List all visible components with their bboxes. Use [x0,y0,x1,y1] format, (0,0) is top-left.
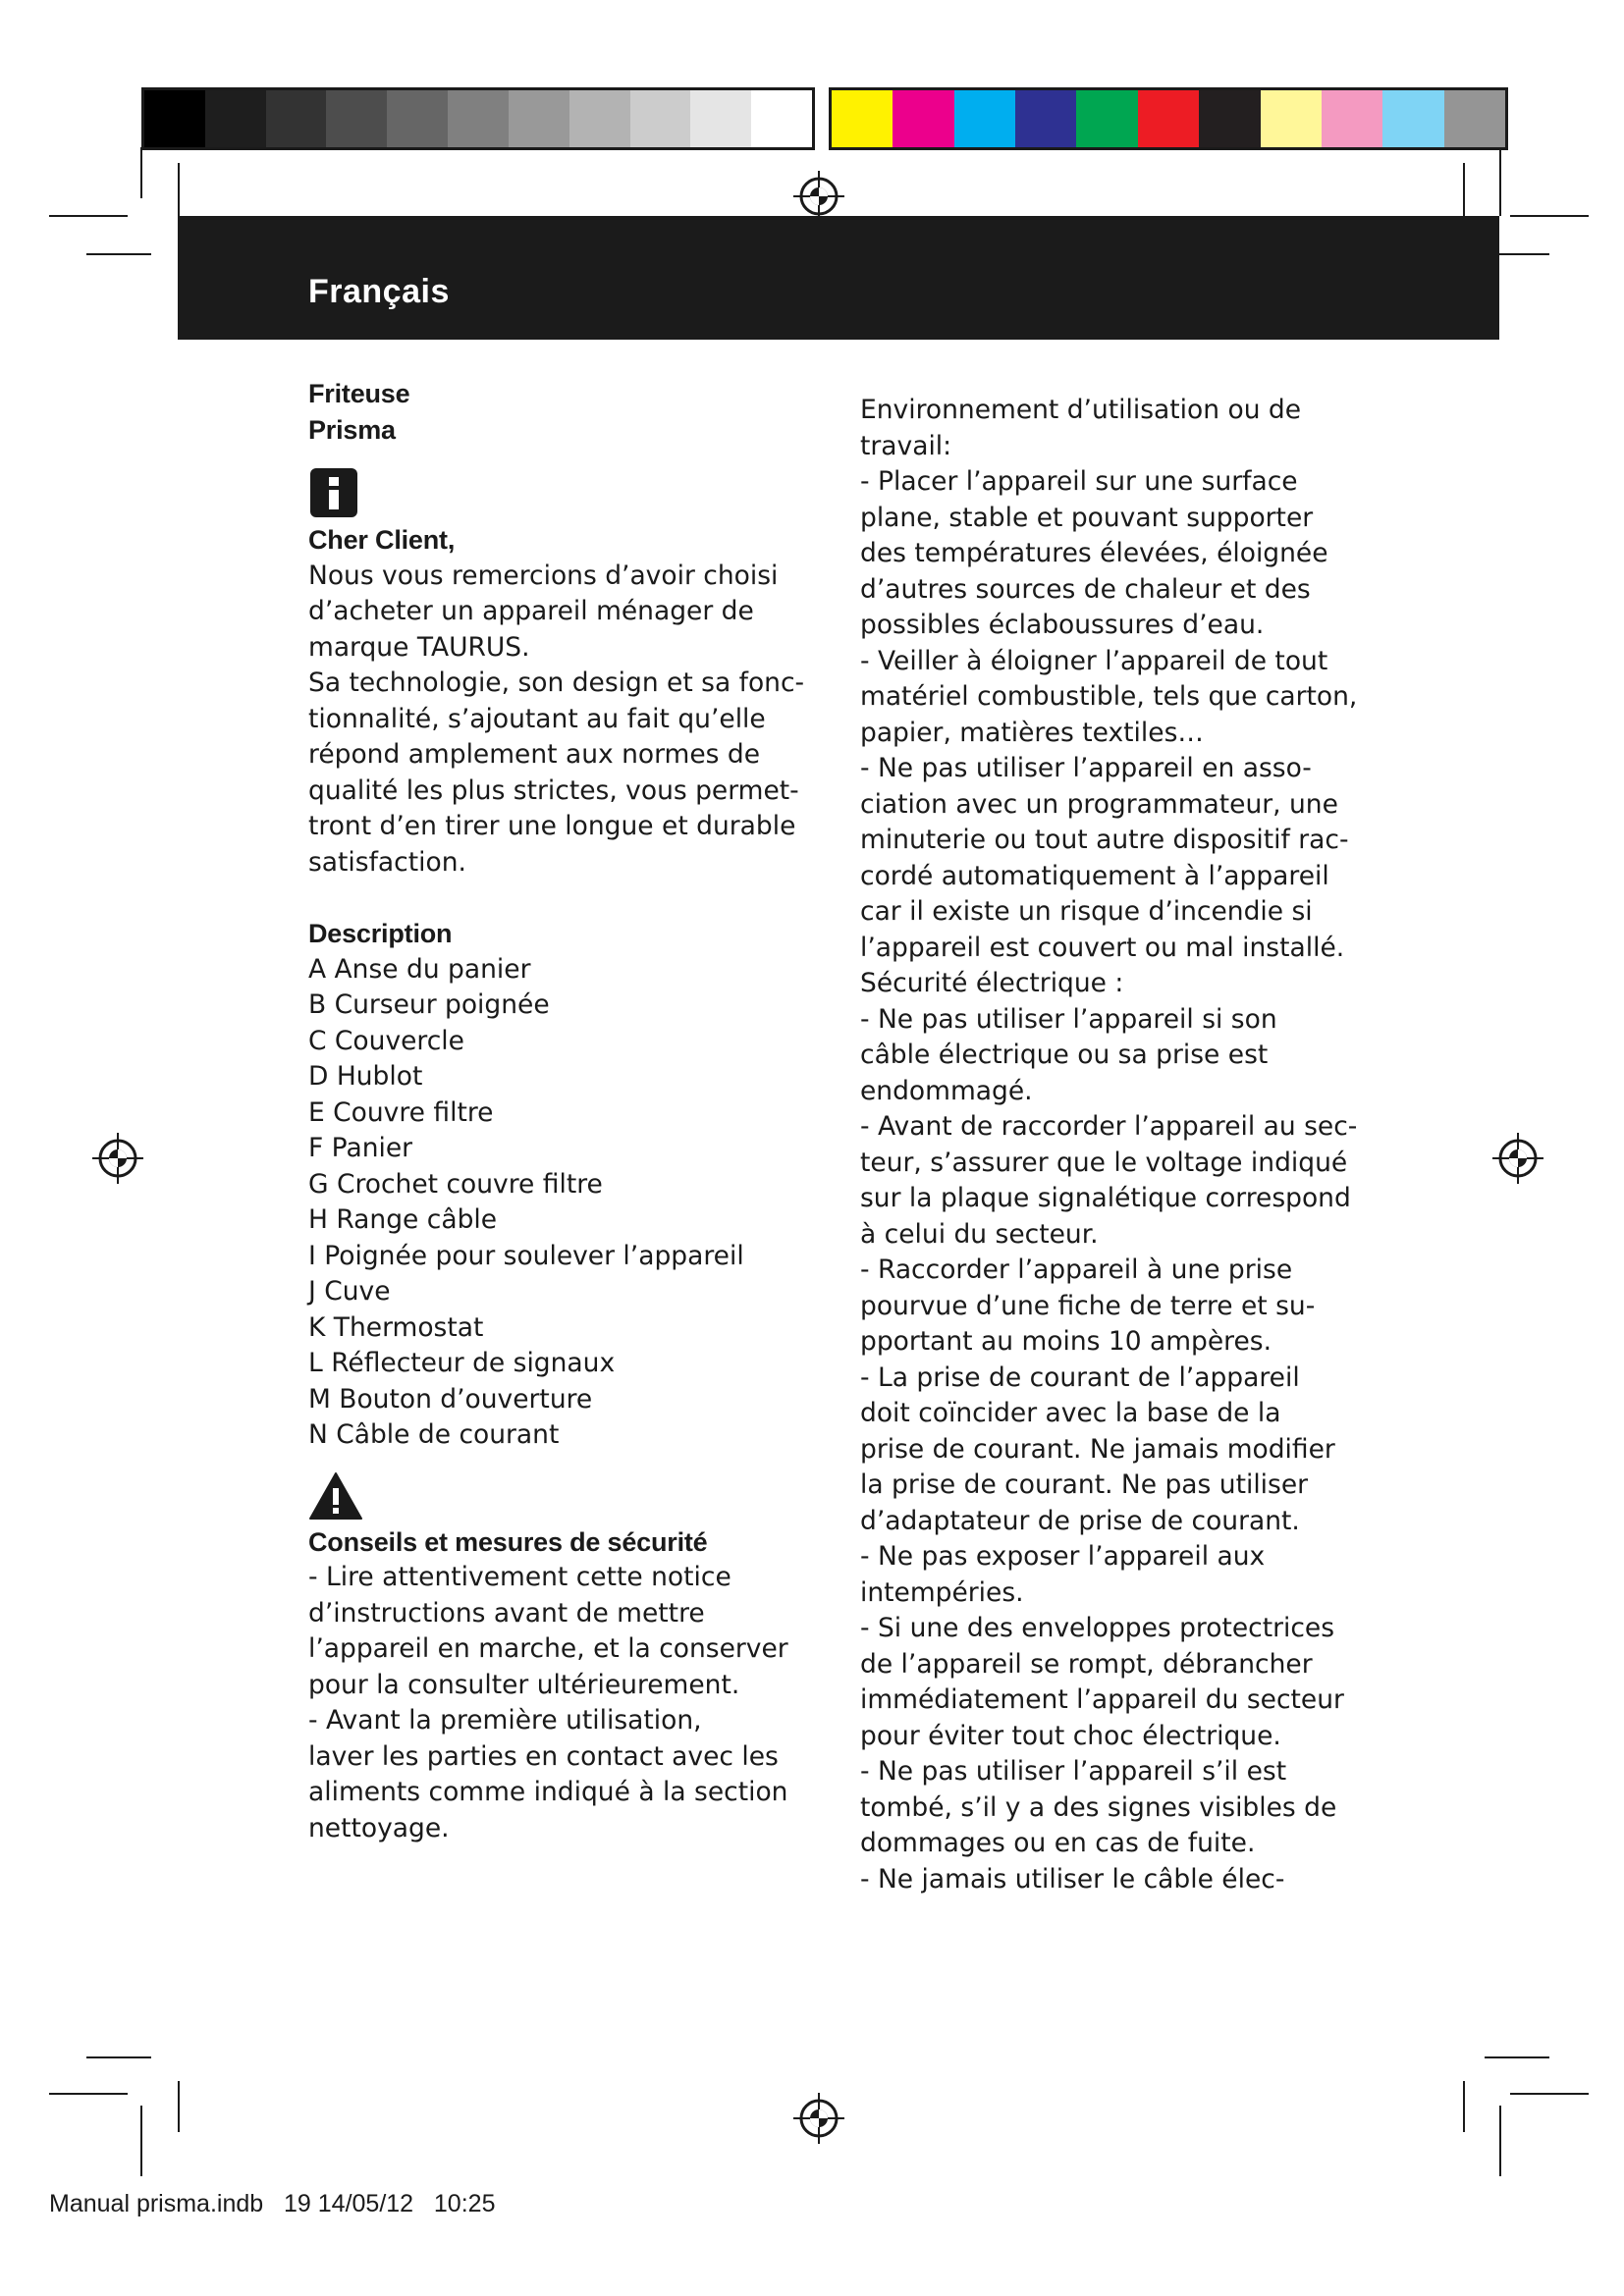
right-column [860,393,1371,1897]
description-item: K Thermostat [308,1311,484,1343]
crop-mark [178,163,180,216]
info-icon [309,467,358,518]
safety-line: - Ne pas utiliser l’appareil si son [860,1003,1277,1035]
color-swatch [832,90,893,147]
welcome-line: satisfaction. [308,846,466,878]
safety-line: pportant au moins 10 ampères. [860,1326,1272,1357]
crop-mark [1510,215,1589,217]
safety-line: à celui du secteur. [860,1218,1099,1250]
safety-line: la prise de courant. Ne pas utiliser [860,1469,1309,1500]
color-swatch [1015,90,1076,147]
crop-mark [1485,2056,1549,2058]
safety-line: - Ne jamais utiliser le câble élec- [860,1863,1285,1895]
color-swatch [509,90,569,147]
color-swatch [266,90,327,147]
welcome-line: Nous vous remercions d’avoir choisi [308,560,779,591]
crop-mark [1510,2093,1589,2095]
welcome-line: répond amplement aux normes de [308,739,761,770]
print-slug: Manual prisma.indb 19 14/05/12 10:25 [49,2190,496,2217]
safety-line: immédiatement l’appareil du secteur [860,1684,1344,1715]
safety-line: - Avant la première utilisation, [308,1705,702,1735]
welcome-line: qualité les plus strictes, vous permet- [308,774,799,806]
safety-line: Sécurité électrique : [860,968,1124,998]
safety-line: - Lire attentivement cette notice [308,1562,731,1592]
crop-mark [140,147,142,198]
color-swatch [751,90,812,147]
color-swatch [1076,90,1137,147]
description-item: I Poignée pour soulever l’appareil [308,1240,744,1271]
color-swatch [569,90,630,147]
crop-mark [49,2093,128,2095]
safety-line: car il existe un risque d’incendie si [860,896,1313,927]
registration-mark-icon [791,2091,846,2146]
safety-line: minuterie ou tout autre dispositif rac- [860,825,1349,855]
product-name: Prisma [308,414,396,445]
safety-line: - Ne pas utiliser l’appareil s’il est [860,1756,1287,1787]
safety-line: ciation avec un programmateur, une [860,788,1338,820]
crop-mark [86,253,151,255]
registration-mark-icon [1490,1131,1545,1186]
description-heading: Description [308,919,453,948]
color-swatch [387,90,448,147]
safety-line: possibles éclaboussures d’eau. [860,610,1265,640]
welcome-line: tionnalité, s’ajoutant au fait qu’elle [308,703,766,734]
color-swatch [954,90,1015,147]
safety-line: pour la consulter ultérieurement. [308,1669,740,1700]
safety-line: pour éviter tout choc électrique. [860,1720,1281,1751]
crop-mark [86,2056,151,2058]
color-swatch [326,90,387,147]
safety-line: intempéries. [860,1576,1024,1608]
crop-mark [49,215,128,217]
color-swatch [1444,90,1505,147]
color-swatch [893,90,953,147]
product-type: Friteuse [308,379,410,408]
safety-line: - Raccorder l’appareil à une prise [860,1255,1293,1285]
safety-line: cordé automatiquement à l’appareil [860,860,1329,891]
safety-line: prise de courant. Ne jamais modifier [860,1433,1335,1465]
safety-line: - Si une des enveloppes protectrices [860,1613,1335,1643]
safety-line: endommagé. [860,1075,1033,1106]
description-item: E Couvre filtre [308,1096,494,1128]
color-swatch [1138,90,1199,147]
welcome-line: marque TAURUS. [308,631,530,663]
safety-line: laver les parties en contact avec les [308,1740,779,1772]
safety-line: - Ne pas utiliser l’appareil en asso- [860,753,1312,783]
description-item: N Câble de courant [308,1419,560,1450]
safety-line: matériel combustible, tels que carton, [860,681,1358,712]
color-swatch [1199,90,1260,147]
safety-line: de l’appareil se rompt, débrancher [860,1648,1313,1680]
safety-line: - La prise de courant de l’appareil [860,1362,1300,1393]
crop-mark [178,2081,180,2132]
safety-line: pourvue d’une fiche de terre et su- [860,1290,1316,1321]
color-swatch [205,90,266,147]
description-item: A Anse du panier [308,953,531,985]
description-list [308,952,819,1454]
safety-line: doit coïncider avec la base de la [860,1398,1281,1428]
safety-line: - Veiller à éloigner l’appareil de tout [860,645,1328,676]
safety-line: aliments comme indiqué à la section [308,1777,788,1807]
description-item: L Réflecteur de signaux [308,1348,616,1378]
registration-mark-icon [90,1131,145,1186]
crop-mark [1499,2106,1501,2176]
safety-heading: Conseils et mesures de sécurité [308,1526,708,1557]
color-swatch [144,90,205,147]
description-item: G Crochet couvre filtre [308,1168,603,1200]
section-title: Français [308,273,450,310]
description-item: F Panier [308,1133,413,1163]
description-item: M Bouton d’ouverture [308,1383,593,1415]
safety-line: tombé, s’il y a des signes visibles de [860,1791,1337,1823]
safety-text-left [308,1560,819,1846]
safety-line: d’adaptateur de prise de courant. [860,1505,1300,1536]
safety-line: Environnement d’utilisation ou de [860,395,1302,425]
color-swatch [690,90,751,147]
description-item: B Curseur poignée [308,989,550,1020]
safety-line: d’instructions avant de mettre [308,1597,705,1629]
color-swatch [630,90,691,147]
grayscale-calibration-bar [141,87,815,150]
safety-line: travail: [860,430,952,461]
safety-line: - Ne pas exposer l’appareil aux [860,1541,1266,1572]
safety-text-right [860,393,1371,1897]
safety-line: d’autres sources de chaleur et des [860,573,1311,605]
welcome-line: tront d’en tirer une longue et durable [308,811,796,841]
safety-line: - Placer l’appareil sur une surface [860,466,1298,497]
description-item: J Cuve [308,1276,391,1307]
safety-line: papier, matières textiles… [860,717,1204,748]
crop-mark [1499,147,1501,216]
color-swatch [1382,90,1443,147]
safety-line: l’appareil est couvert ou mal installé. [860,932,1345,963]
safety-line: plane, stable et pouvant supporter [860,502,1314,533]
safety-line: teur, s’assurer que le voltage indiqué [860,1147,1348,1178]
color-swatch [1322,90,1382,147]
safety-line: dommages ou en cas de fuite. [860,1828,1256,1858]
crop-mark [1463,2081,1465,2132]
safety-line: câble électrique ou sa prise est [860,1040,1269,1070]
warning-icon [308,1471,363,1521]
description-item: D Hublot [308,1061,423,1092]
left-column [308,376,819,1846]
safety-line: - Avant de raccorder l’appareil au sec- [860,1111,1358,1142]
description-item: C Couvercle [308,1025,464,1056]
welcome-heading: Cher Client, [308,525,456,555]
color-swatch [1261,90,1322,147]
safety-line: des températures élevées, éloignée [860,538,1328,568]
safety-line: nettoyage. [308,1812,450,1843]
description-item: H Range câble [308,1204,498,1235]
color-swatch [448,90,509,147]
safety-line: l’appareil en marche, et la conserver [308,1633,788,1664]
safety-line: sur la plaque signalétique correspond [860,1183,1351,1213]
welcome-text [308,559,819,881]
welcome-line: d’acheter un appareil ménager de [308,596,754,626]
welcome-line: Sa technologie, son design et sa fonc- [308,667,805,698]
color-calibration-bar [829,87,1508,150]
crop-mark [140,2106,142,2176]
